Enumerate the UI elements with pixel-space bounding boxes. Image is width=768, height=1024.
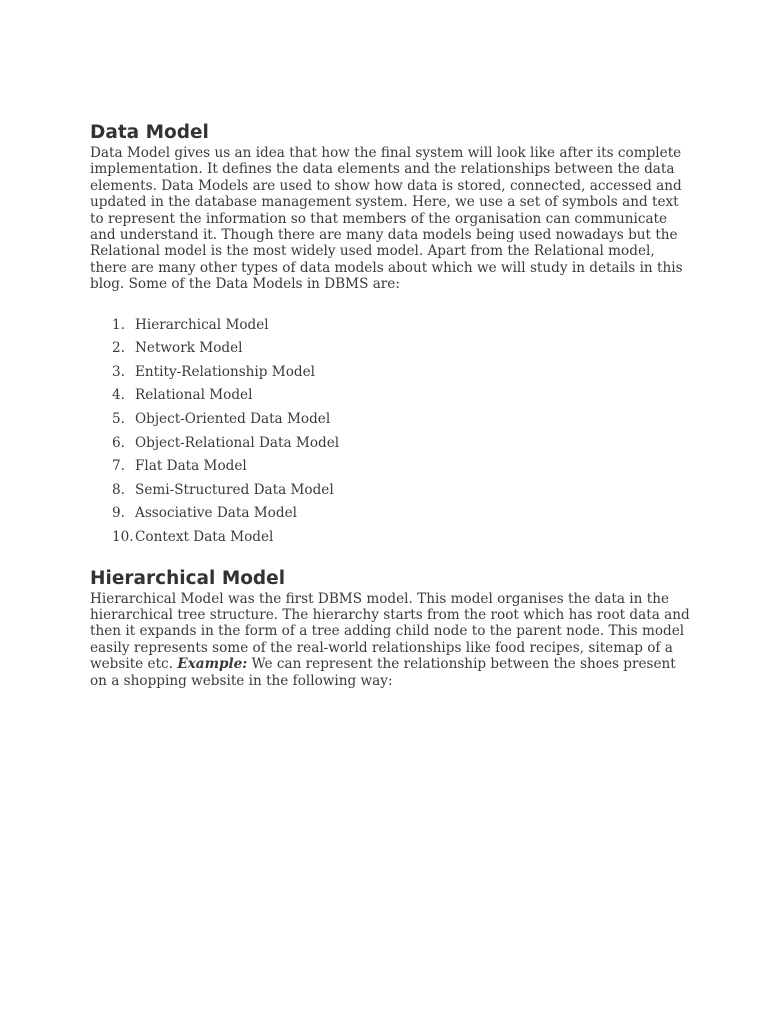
data-model-section (90, 121, 690, 553)
list-item-label: Associative Data Model (135, 505, 297, 522)
hierarchical-model-paragraph (90, 591, 690, 689)
list-item-number: 6. (112, 434, 125, 451)
list-item (90, 387, 690, 411)
list-item-number: 1. (112, 316, 125, 333)
list-item (90, 340, 690, 364)
list-item-label: Semi-Structured Data Model (135, 481, 334, 498)
example-label: Example: (177, 656, 248, 673)
list-item (90, 482, 690, 506)
list-item-number: 9. (112, 505, 125, 522)
list-item (90, 529, 690, 553)
list-item-number: 10. (112, 529, 134, 545)
list-item-number: 8. (112, 481, 125, 498)
data-model-heading: Data Model (90, 122, 209, 143)
list-item-label: Object-Oriented Data Model (135, 411, 331, 428)
list-item (90, 411, 690, 435)
hierarchical-model-heading: Hierarchical Model (90, 567, 286, 589)
list-item-label: Context Data Model (135, 529, 274, 545)
data-model-paragraph: Data Model gives us an idea that how the final system will look like after its complete implementation. It defines the data elements and the relationships between the data elements. Data Models are used to show how data is stored, connected, accessed and updated in the database management system. Here, we use a set of symbols and text to represent the information so that members of the organisation can communicate and understand it. Though there are many data models being used nowadays but the Relational model is the most widely used model. Apart from the Relational model, there are many other types of data models about which we will study in details in this blog. Some of the Data Models in DBMS are: (90, 145, 683, 293)
list-item-label: Object-Relational Data Model (135, 434, 340, 451)
document-page (90, 121, 690, 689)
paragraph-text: Hierarchical Model was the first DBMS model. This model organises the data in the hierarchical tree structure. The hierarchy starts from the root which has root data and then it expands in the form of a tree adding child node to the parent node. This model easily represents some of the real-world relationships like food recipes, sitemap of a website etc. (90, 590, 690, 673)
list-item (90, 364, 690, 388)
list-item-label: Network Model (135, 340, 243, 357)
list-item-number: 5. (112, 411, 125, 428)
list-item-number: 4. (112, 387, 125, 404)
list-item (90, 435, 690, 459)
list-item-number: 7. (112, 458, 125, 475)
list-item-label: Relational Model (135, 387, 253, 404)
list-item-number: 2. (112, 340, 125, 357)
list-item (90, 317, 690, 341)
list-item-label: Hierarchical Model (135, 316, 269, 333)
list-item (90, 458, 690, 482)
list-item (90, 505, 690, 529)
list-item-label: Flat Data Model (135, 458, 247, 475)
data-models-list (90, 317, 690, 553)
list-item-number: 3. (112, 363, 125, 380)
hierarchical-model-section (90, 567, 690, 689)
list-item-label: Entity-Relationship Model (135, 363, 316, 380)
paragraph-text-continued: We can represent the relationship between the shoes present on a shopping website in the following way: (90, 656, 676, 689)
